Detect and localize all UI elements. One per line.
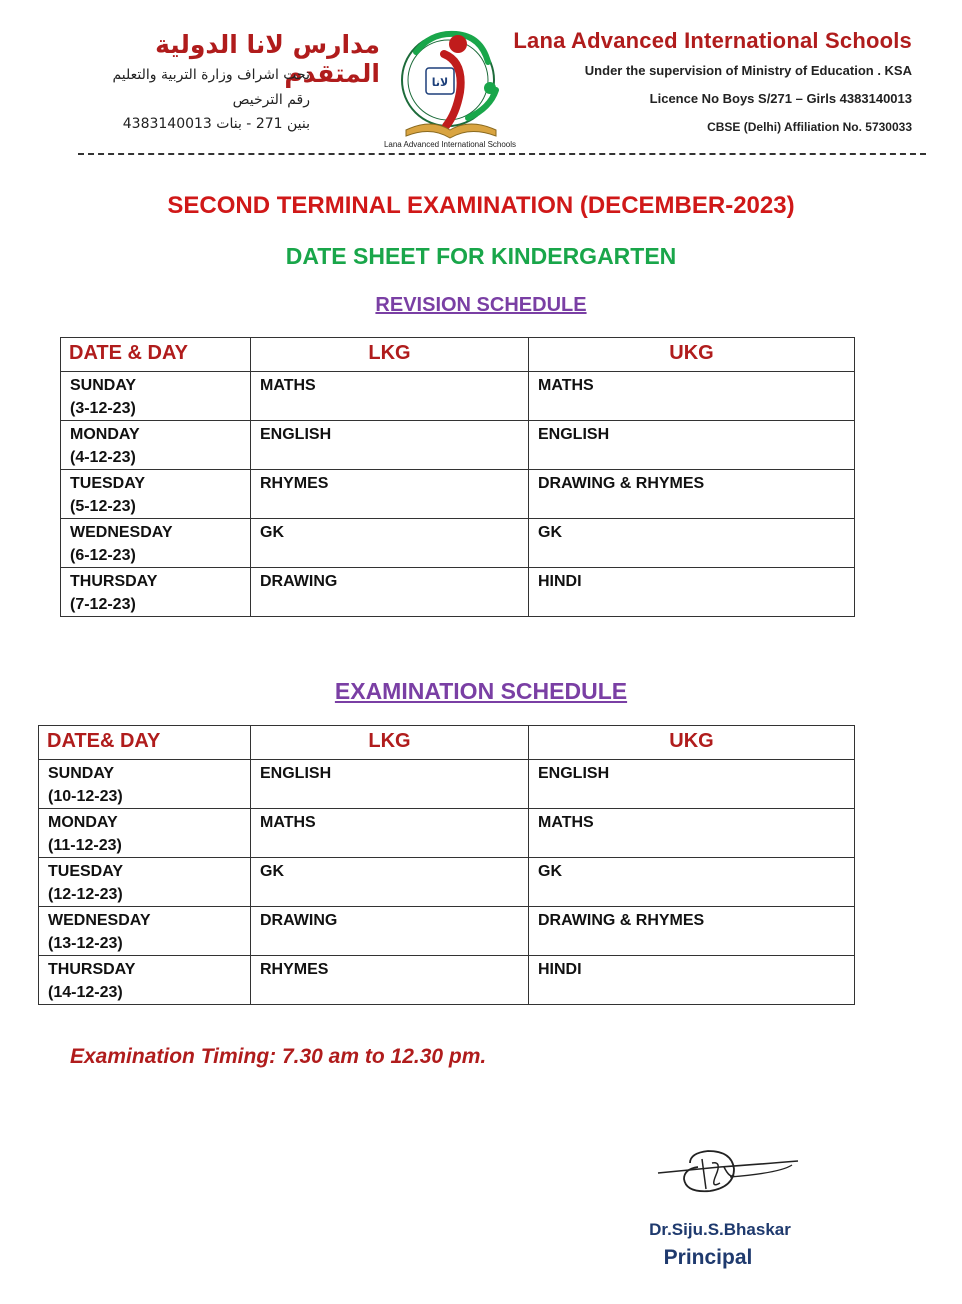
ukg-subject-cell: HINDI: [529, 568, 855, 617]
table-row: [39, 907, 855, 956]
day-label: THURSDAY: [48, 961, 136, 978]
date-label: (6-12-23): [70, 547, 136, 564]
licence-line: Licence No Boys S/271 – Girls 4383140013: [649, 91, 912, 106]
logo-caption: Lana Advanced International Schools: [383, 140, 517, 149]
ukg-subject-cell: DRAWING & RHYMES: [529, 907, 855, 956]
table-row: [39, 809, 855, 858]
date-cell: [39, 858, 251, 907]
table-row: [39, 858, 855, 907]
table-row: [61, 421, 855, 470]
arabic-licence-label: رقم الترخيص: [232, 92, 310, 108]
date-label: (10-12-23): [48, 788, 123, 805]
date-label: (4-12-23): [70, 449, 136, 466]
signatory-name: Dr.Siju.S.Bhaskar: [649, 1220, 791, 1239]
table-row: [39, 760, 855, 809]
date-cell: [61, 372, 251, 421]
date-label: (11-12-23): [48, 837, 122, 854]
exam-title: SECOND TERMINAL EXAMINATION (DECEMBER-2023): [167, 192, 795, 219]
date-label: (14-12-23): [48, 984, 123, 1001]
date-label: (13-12-23): [48, 935, 123, 952]
logo-text: لانا: [431, 76, 449, 89]
date-label: (3-12-23): [70, 400, 136, 417]
table-row: [61, 470, 855, 519]
day-label: SUNDAY: [48, 765, 115, 782]
lkg-subject-cell: DRAWING: [251, 568, 529, 617]
ukg-subject-cell: ENGLISH: [529, 421, 855, 470]
ukg-subject-cell: ENGLISH: [529, 760, 855, 809]
column-header-lkg: LKG: [251, 338, 529, 372]
table-row: [61, 372, 855, 421]
date-cell: [61, 519, 251, 568]
examination-schedule-heading: EXAMINATION SCHEDULE: [334, 678, 628, 704]
supervision-line: Under the supervision of Ministry of Education . KSA: [584, 63, 912, 78]
lkg-subject-cell: ENGLISH: [251, 760, 529, 809]
date-cell: [39, 956, 251, 1005]
header-divider: [78, 153, 926, 155]
table-header-row: [39, 726, 855, 760]
affiliation-line: CBSE (Delhi) Affiliation No. 5730033: [707, 120, 912, 134]
day-label: WEDNESDAY: [70, 524, 173, 541]
day-label: MONDAY: [48, 814, 118, 831]
lkg-subject-cell: MATHS: [251, 809, 529, 858]
date-label: (12-12-23): [48, 886, 123, 903]
ukg-subject-cell: MATHS: [529, 372, 855, 421]
day-label: SUNDAY: [70, 377, 137, 394]
ukg-subject-cell: MATHS: [529, 809, 855, 858]
date-cell: [39, 809, 251, 858]
ukg-subject-cell: GK: [529, 858, 855, 907]
lkg-subject-cell: RHYMES: [251, 956, 529, 1005]
day-label: THURSDAY: [70, 573, 158, 590]
lkg-subject-cell: GK: [251, 519, 529, 568]
table-header-row: [61, 338, 855, 372]
date-sheet-title: DATE SHEET FOR KINDERGARTEN: [285, 243, 677, 269]
examination-schedule-table: [38, 725, 855, 1005]
examination-timing: Examination Timing: 7.30 am to 12.30 pm.: [70, 1045, 487, 1068]
revision-schedule-table: [60, 337, 855, 617]
day-label: TUESDAY: [48, 863, 123, 880]
date-cell: [61, 421, 251, 470]
principal-signature: [650, 1145, 800, 1205]
column-header-date-day: DATE & DAY: [61, 338, 251, 372]
column-header-date-day: DATE& DAY: [39, 726, 251, 760]
date-cell: [39, 907, 251, 956]
english-school-name: Lana Advanced International Schools: [513, 28, 912, 53]
lkg-subject-cell: GK: [251, 858, 529, 907]
school-logo: [386, 22, 516, 154]
arabic-licence-numbers: بنين 271 - بنات 4383140013: [122, 116, 310, 132]
ukg-subject-cell: DRAWING & RHYMES: [529, 470, 855, 519]
ukg-subject-cell: HINDI: [529, 956, 855, 1005]
table-row: [39, 956, 855, 1005]
column-header-ukg: UKG: [529, 338, 855, 372]
day-label: WEDNESDAY: [48, 912, 151, 929]
date-cell: [39, 760, 251, 809]
lkg-subject-cell: RHYMES: [251, 470, 529, 519]
day-label: TUESDAY: [70, 475, 145, 492]
signatory-title: Principal: [663, 1246, 753, 1269]
arabic-supervision-line: تحت اشراف وزارة التربية والتعليم: [112, 67, 310, 83]
arabic-school-name: مدارس لانا الدولية المتقدم: [155, 30, 380, 88]
date-label: (7-12-23): [70, 596, 136, 613]
date-cell: [61, 470, 251, 519]
lkg-subject-cell: ENGLISH: [251, 421, 529, 470]
table-row: [61, 519, 855, 568]
day-label: MONDAY: [70, 426, 140, 443]
date-label: (5-12-23): [70, 498, 136, 515]
table-row: [61, 568, 855, 617]
date-cell: [61, 568, 251, 617]
revision-schedule-heading: REVISION SCHEDULE: [375, 294, 587, 316]
column-header-lkg: LKG: [251, 726, 529, 760]
lkg-subject-cell: DRAWING: [251, 907, 529, 956]
lkg-subject-cell: MATHS: [251, 372, 529, 421]
ukg-subject-cell: GK: [529, 519, 855, 568]
column-header-ukg: UKG: [529, 726, 855, 760]
